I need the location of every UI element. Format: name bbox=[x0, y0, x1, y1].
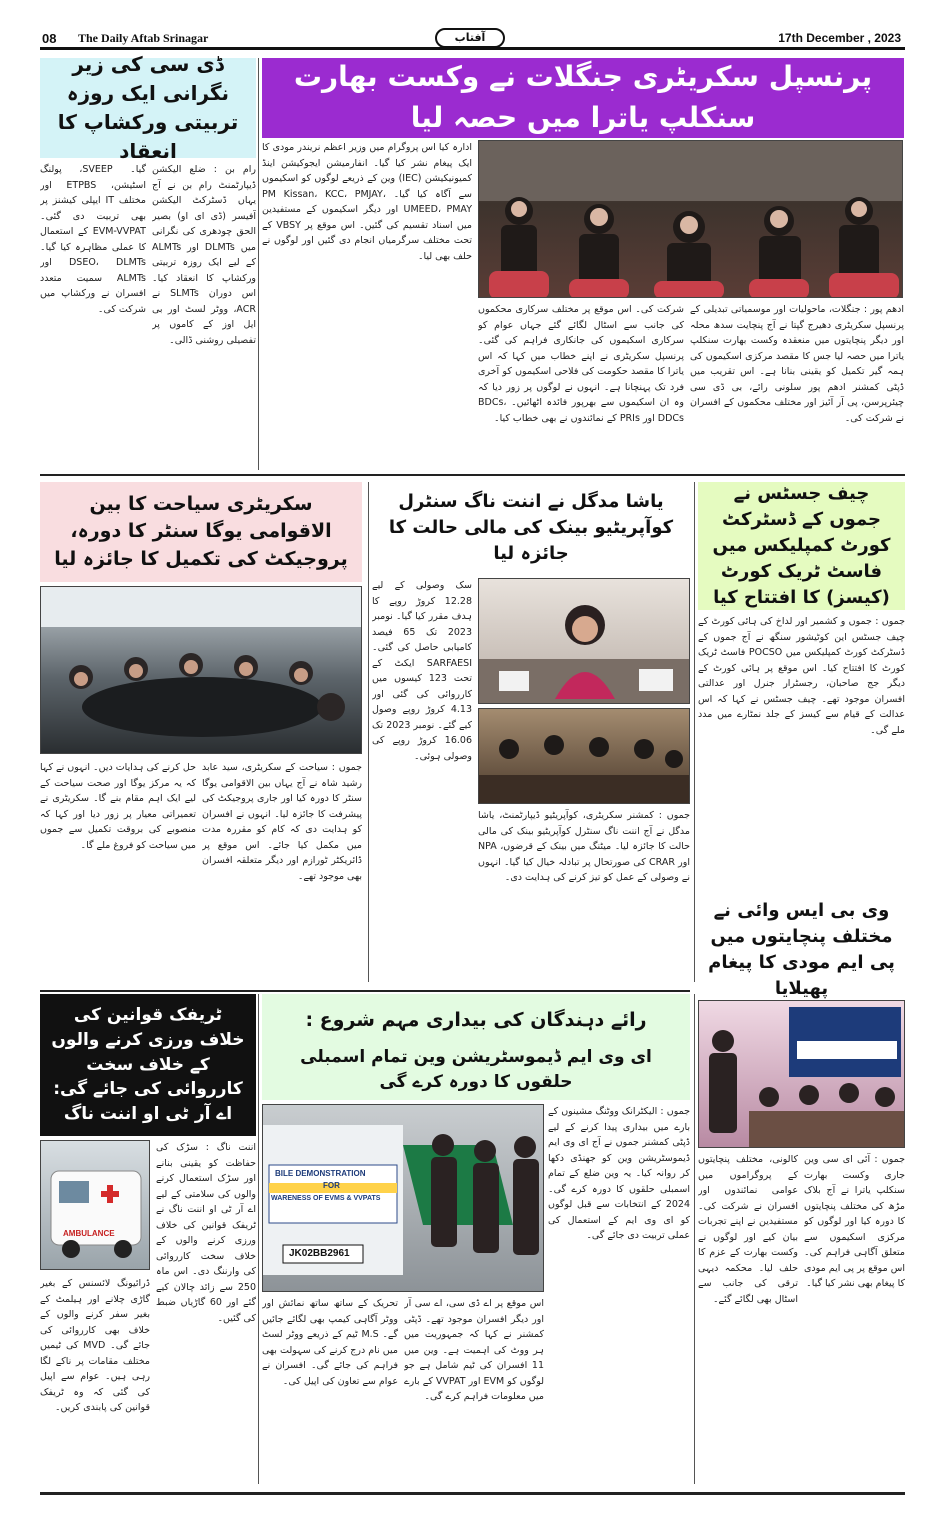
story4-photo-b bbox=[478, 708, 690, 804]
story7-headline-box bbox=[262, 994, 690, 1100]
issue-date: 17th December , 2023 bbox=[778, 31, 901, 45]
story1-photo bbox=[478, 140, 903, 298]
story8-column-b: ڈرائیونگ لائسنس کے بغیر گاڑی چلانے اور ہیلمٹ کے بغیر سفر کرنے والوں کے خلاف بھی کارروائی کی جائے گی۔ MVD کی ٹیمیں مختلف مقامات پر ناکے لگا رہی ہیں۔ عوام سے اپیل کی گئی کہ وہ ٹریفک قوانین کی پابندی کریں۔ bbox=[40, 1278, 150, 1413]
story8-photo-art bbox=[41, 1141, 150, 1270]
story4-headline: یاشا مدگل نے اننت ناگ سنٹرل کوآپریٹیو بینک کی مالی حالت کا جائزہ لیا bbox=[372, 482, 690, 574]
story8-photo bbox=[40, 1140, 150, 1270]
story4-photo-b-art bbox=[479, 709, 690, 804]
masthead bbox=[40, 30, 905, 50]
van-number-plate: JK02BB2961 bbox=[289, 1248, 350, 1259]
story7-photo bbox=[262, 1104, 544, 1292]
story7-headline-line2: ای وی ایم ڈیموسٹریشن وین تمام اسمبلی حلقوں کا دورہ کرے گی bbox=[300, 1047, 652, 1092]
story1-photo-art bbox=[479, 141, 903, 298]
story2-headline: ڈی سی کی زیر نگرانی ایک روزہ تربیتی ورکشاپ کا انعقاد bbox=[40, 58, 256, 158]
story7-column-a: جموں : الیکٹرانک ووٹنگ مشینوں کے بارے میں بیداری پیدا کرنے کے لیے ڈپٹی کمشنر جموں نے آج ای وی ایم ڈیموسٹریشن وین کو جھنڈی دکھا کر روانہ کیا۔ یہ وین ضلع کے تمام اسمبلی حلقوں کا دورہ کرے گی۔ 2024 کے انتخابات سے قبل لوگوں کو ای وی ایم کے استعمال کی عملی تربیت دی جائے گی۔ bbox=[548, 1106, 690, 1241]
story4-column-a: جموں : کمشنر سکریٹری، کوآپریٹیو ڈیپارٹمنٹ، یاشا مدگل نے آج اننت ناگ سنٹرل کوآپریٹیو بینک کی مالی حالت کا جائزہ لیا۔ میٹنگ میں بینک کے قرضوں، NPA اور CRAR کی صورتحال پر تبادلہ خیال کیا گیا۔ انہوں نے وصولی کے عمل کو تیز کرنے کی ہدایت دی۔ bbox=[478, 810, 690, 883]
paper-logo: آفتاب bbox=[435, 28, 505, 48]
page-number: 08 bbox=[42, 31, 57, 46]
story4-column-b: سک وصولی کے لیے 12.28 کروڑ روپے کا ہدف مقرر کیا گیا۔ نومبر 2023 تک 65 فیصد کامیابی حاصل کی گئی۔ SARFAESI ایکٹ کے تحت 123 کیسوں میں کارروائی کی گئی اور 4.13 کروڑ روپے وصول کیے گئے۔ نومبر 2023 تک 16.06 کروڑ روپے کی وصولی ہوئی۔ bbox=[372, 580, 472, 762]
story6-column-a: جموں : آئی ای سی وین جاری وکست بھارت سنکلپ یاترا نے آج بلاک مڑھ کی مختلف پنچایتوں کا دورہ کیا اور لوگوں کو مرکزی اسکیموں سے متعلق آگاہی فراہم کی۔ اس موقع پر پی ایم مودی کا پیغام بھی نشر کیا گیا۔ bbox=[804, 1154, 905, 1289]
story6-photo-art bbox=[699, 1001, 905, 1148]
story1-headline: پرنسپل سکریٹری جنگلات نے وکست بھارت سنکلپ یاترا میں حصہ لیا bbox=[262, 58, 904, 138]
story6-photo bbox=[698, 1000, 905, 1148]
story2-column-a: رام بن : ضلع الیکشن ڈیپارٹمنٹ رام بن نے آج یہاں ڈسٹرکٹ الیکشن آفیسر (ڈی ای او) بصیر الحق چودھری کی نگرانی میں DLMTs اور ALMTs کے لیے ایک روزہ تربیتی ورکشاپ کا انعقاد کیا۔ اس دوران SLMTs نے ACR، ووٹر لسٹ اور بی ایل اوز کے کاموں پر تفصیلی روشنی ڈالی۔ bbox=[152, 164, 256, 346]
story7-column-c: تحریک کے ساتھ ساتھ نمائش اور ووٹر آگاہی کیمپ بھی لگائے جائیں گے۔ M.S ٹیم کے ذریعے ووٹر لسٹ میں نام درج کرنے کی سہولت بھی فراہم کی جائے گی۔ افسران نے عوام سے تعاون کی اپیل کی۔ bbox=[262, 1298, 398, 1387]
story1-column-c: ادارہ کیا اس پروگرام میں وزیر اعظم نریندر مودی کا ایک پیغام نشر کیا گیا۔ انفارمیشن ایجوکیشن اینڈ کمیونیکیشن (IEC) وین کے ذریعے لوگوں کو اسکیموں سے آگاہ کیا گیا۔ PM Kissan، KCC، PMJAY، UMEED، PMAY اور دیگر اسکیموں کے مستفیدین میں اسناد تقسیم کی گئیں۔ اس موقع پر VBSY کے تحت مختلف سرگرمیاں انجام دی گئیں اور لوگوں نے حلف بھی لیا۔ bbox=[262, 142, 472, 262]
story3-photo-art bbox=[41, 587, 362, 754]
story5-column-a: جموں : جموں و کشمیر اور لداخ کی ہائی کورٹ کے چیف جسٹس این کوٹیشور سنگھ نے آج جموں کے ڈسٹرکٹ کورٹ کمپلیکس میں POCSO فاسٹ ٹریک کورٹ کا افتتاح کیا۔ اس موقع پر ہائی کورٹ کے دیگر جج صاحبان، رجسٹرار جنرل اور عدالتی افسران موجود تھے۔ چیف جسٹس نے کہا کہ اس عدالت کے قیام سے کیسز کے جلد نمٹارے میں مدد ملے گی۔ bbox=[698, 616, 905, 736]
story1-column-b: شرکت کی۔ اس موقع پر مختلف سرکاری محکموں کی جانب سے اسٹال لگائے گئے جہاں عوام کو سرکاری اسکیموں کی جانکاری فراہم کی گئی۔ پرنسپل سکریٹری نے اپنے خطاب میں کہا کہ اس یاترا کا مقصد حکومت کی فلاحی اسکیموں کو آخری فرد تک پہنچانا ہے۔ انہوں نے لوگوں پر زور دیا کہ وہ ان اسکیموں سے بھرپور فائدہ اٹھائیں۔ BDCs، DDCs اور PRIs کے نمائندوں نے بھی خطاب کیا۔ bbox=[478, 304, 684, 424]
paper-name: The Daily Aftab Srinagar bbox=[78, 31, 209, 45]
story3-headline: سکریٹری سیاحت کا بین الاقوامی یوگا سنٹر کا دورہ، پروجیکٹ کی تکمیل کا جائزہ لیا bbox=[40, 482, 362, 582]
van-banner-line3: WARENESS OF EVMS & VVPATS bbox=[271, 1195, 381, 1202]
story1-column-a: ادھم پور : جنگلات، ماحولیات اور موسمیاتی تبدیلی کے پرنسپل سکریٹری دھیرج گپتا نے آج پنچایت سدھ محلہ اور دیگر پنچایتوں میں منعقدہ وکست بھارت سنکلپ یاترا میں حصہ لیا جس کا مقصد مرکزی اسکیموں کی ہمہ گیر تکمیل کو یقینی بنانا ہے۔ اس تقریب میں ڈپٹی کمشنر ادھم پور سلونی رائے، بی ڈی سی چیئرپرسن، پی آر آئیز اور مختلف محکموں کے افسران نے شرکت کی۔ bbox=[690, 304, 904, 424]
story3-photo bbox=[40, 586, 362, 754]
story5-headline: چیف جسٹس نے جموں کے ڈسٹرکٹ کورٹ کمپلیکس میں فاسٹ ٹریک کورٹ (کیسز) کا افتتاح کیا bbox=[698, 482, 905, 610]
story7-column-b: اس موقع پر اے ڈی سی، اے سی آر اور دیگر افسران موجود تھے۔ ڈپٹی کمشنر نے کہا کہ جمہوریت میں ہر ووٹ کی اہمیت ہے۔ وین میں 11 افسران کی ٹیم شامل ہے جو لوگوں کو EVM اور VVPAT کے بارے میں معلومات فراہم کرے گی۔ bbox=[404, 1298, 544, 1402]
van-banner-line2: FOR bbox=[323, 1181, 340, 1190]
ambulance-label: AMBULANCE bbox=[63, 1229, 115, 1238]
story2-column-b: گیا۔ SVEEP، پولنگ اسٹیشن، ETPBS اور مختلف IT ایپلی کیشنز پر بھی تربیت دی گئی۔ EVM-VVPAT کے استعمال کا عملی مظاہرہ کیا گیا۔ DSEO، DLMTs اور ALMTs سمیت متعدد افسران نے ورکشاپ میں شرکت کی۔ bbox=[40, 164, 146, 315]
story4-photo-a bbox=[478, 578, 690, 704]
story4-photo-a-art bbox=[479, 579, 690, 704]
story3-column-a: جموں : سیاحت کے سکریٹری، سید عابد رشید شاہ نے آج یہاں بین الاقوامی یوگا سنٹر کا دورہ کیا اور جاری پروجیکٹ کی پیشرفت کا جائزہ لیا۔ انہوں نے افسران کو ہدایت دی کہ کام کو مقررہ مدت میں مکمل کیا جائے۔ اس موقع پر ڈائریکٹر ٹورازم اور دیگر متعلقہ افسران بھی موجود تھے۔ bbox=[202, 762, 362, 882]
story3-column-b: حل کرنے کی ہدایات دیں۔ انہوں نے کہا کہ یہ مرکز یوگا اور صحت سیاحت کے لیے ایک اہم مقام بنے گا۔ سکریٹری نے تعمیراتی معیار پر زور دیا اور کہا کہ منصوبے کی بروقت تکمیل سے جموں میں سیاحت کو فروغ ملے گا۔ bbox=[40, 762, 196, 851]
van-banner-line1: BILE DEMONSTRATION bbox=[275, 1169, 366, 1178]
story8-headline: ٹریفک قوانین کی خلاف ورزی کرنے والوں کے خلاف سخت کارروائی کی جائے گی: اے آر ٹی او اننت ناگ bbox=[40, 994, 256, 1136]
story6-column-b: کالونی، مختلف پنچایتوں کے پروگراموں میں عوامی نمائندوں اور افسران نے شرکت کی۔ مستفیدین نے اپنے تجربات بیان کیے اور لوگوں نے وکست بھارت کے عزم کا حلف لیا۔ محکمہ دیہی ترقی کی جانب سے اسٹال بھی لگائے گئے۔ bbox=[698, 1154, 798, 1305]
story7-headline-line1: رائے دہندگان کی بیداری مہم شروع : bbox=[305, 1009, 647, 1032]
story8-column-a: اننت ناگ : سڑک کی حفاظت کو یقینی بنانے اور سڑک استعمال کرنے والوں کی سلامتی کے لیے اے آر ٹی او اننت ناگ نے ٹریفک قوانین کی خلاف ورزی کرنے والوں کے خلاف سخت کارروائی کی وارننگ دی۔ اس ماہ 250 سے زائد چالان کیے گئے اور 60 گاڑیاں ضبط کی گئیں۔ bbox=[156, 1142, 256, 1324]
story6-headline: وی بی ایس وائی نے مختلف پنچایتوں میں پی ایم مودی کا پیغام پھیلایا bbox=[698, 904, 905, 996]
